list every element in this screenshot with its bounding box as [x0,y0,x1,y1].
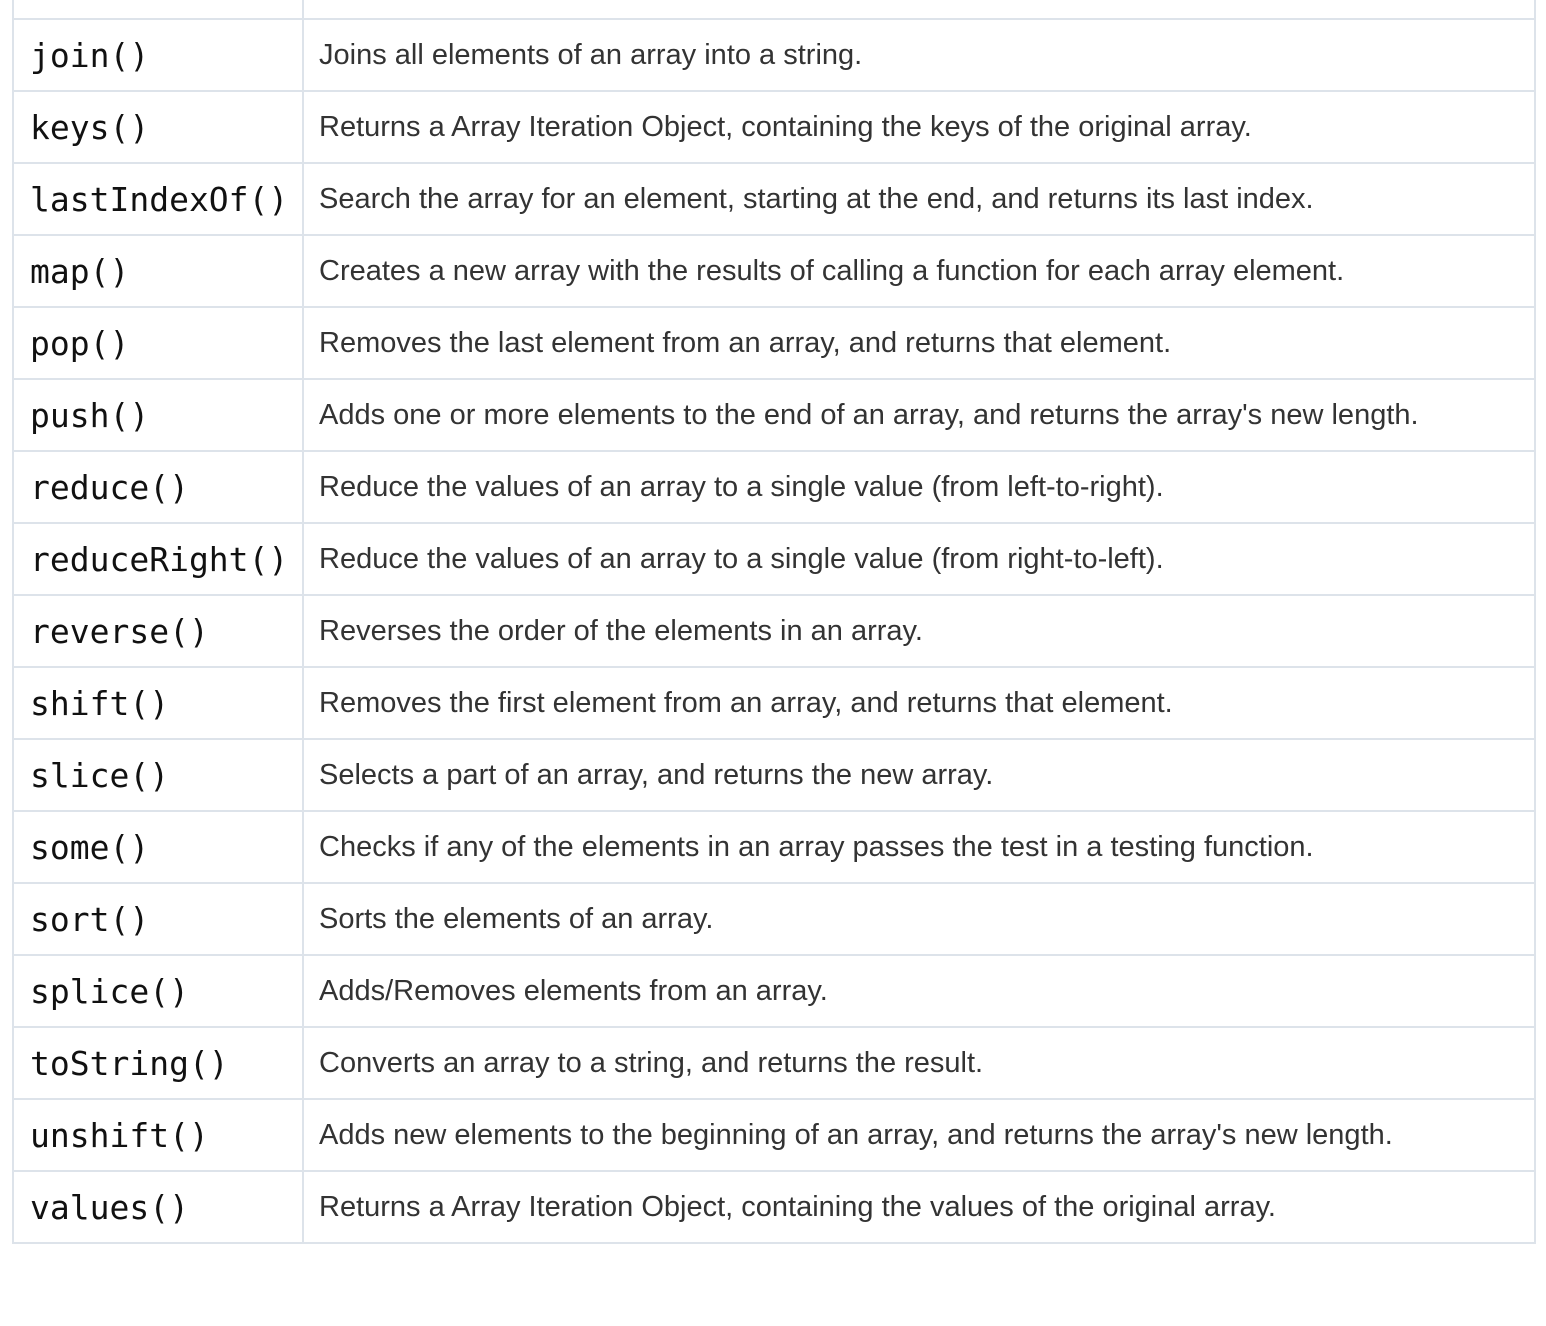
table-row [13,955,1535,1027]
partial-row-top [13,0,1535,19]
method-description-cell: Adds one or more elements to the end of an array, and returns the array's new length. [303,379,1535,451]
method-name-cell: toString() [13,1027,303,1099]
table-row [13,667,1535,739]
method-name-cell: map() [13,235,303,307]
method-description-cell: Checks if any of the elements in an array passes the test in a testing function. [303,811,1535,883]
method-name-cell: keys() [13,91,303,163]
method-description-cell: Returns a Array Iteration Object, containing the values of the original array. [303,1171,1535,1243]
table-row [13,379,1535,451]
array-methods-table [12,0,1536,1244]
method-name-cell: reduceRight() [13,523,303,595]
array-methods-table-container [12,0,1534,1244]
method-description-cell: Returns a Array Iteration Object, containing the keys of the original array. [303,91,1535,163]
method-name-cell: some() [13,811,303,883]
table-row [13,19,1535,91]
table-row [13,451,1535,523]
table-row [13,523,1535,595]
method-name-cell: values() [13,1171,303,1243]
table-row [13,1171,1535,1243]
table-row [13,595,1535,667]
method-description-cell: Reduce the values of an array to a single value (from left-to-right). [303,451,1535,523]
method-description-cell: Reverses the order of the elements in an array. [303,595,1535,667]
method-name-cell: unshift() [13,1099,303,1171]
table-row [13,811,1535,883]
method-description-cell: Removes the last element from an array, and returns that element. [303,307,1535,379]
partial-method-cell [13,0,303,19]
method-description-cell: Removes the first element from an array, and returns that element. [303,667,1535,739]
table-row [13,883,1535,955]
method-name-cell: push() [13,379,303,451]
method-name-cell: reverse() [13,595,303,667]
method-name-cell: shift() [13,667,303,739]
method-description-cell: Adds new elements to the beginning of an array, and returns the array's new length. [303,1099,1535,1171]
table-body [13,0,1535,1243]
method-description-cell: Selects a part of an array, and returns the new array. [303,739,1535,811]
table-row [13,91,1535,163]
table-row [13,739,1535,811]
method-name-cell: splice() [13,955,303,1027]
table-row [13,235,1535,307]
method-description-cell: Reduce the values of an array to a single value (from right-to-left). [303,523,1535,595]
method-name-cell: reduce() [13,451,303,523]
method-description-cell: Joins all elements of an array into a string. [303,19,1535,91]
method-name-cell: lastIndexOf() [13,163,303,235]
method-description-cell: Sorts the elements of an array. [303,883,1535,955]
method-description-cell: Search the array for an element, starting at the end, and returns its last index. [303,163,1535,235]
table-row [13,1099,1535,1171]
method-name-cell: pop() [13,307,303,379]
method-name-cell: slice() [13,739,303,811]
method-name-cell: join() [13,19,303,91]
table-row [13,1027,1535,1099]
method-description-cell: Converts an array to a string, and returns the result. [303,1027,1535,1099]
table-row [13,307,1535,379]
method-description-cell: Creates a new array with the results of calling a function for each array element. [303,235,1535,307]
table-row [13,163,1535,235]
method-description-cell: Adds/Removes elements from an array. [303,955,1535,1027]
partial-description-cell [303,0,1535,19]
method-name-cell: sort() [13,883,303,955]
